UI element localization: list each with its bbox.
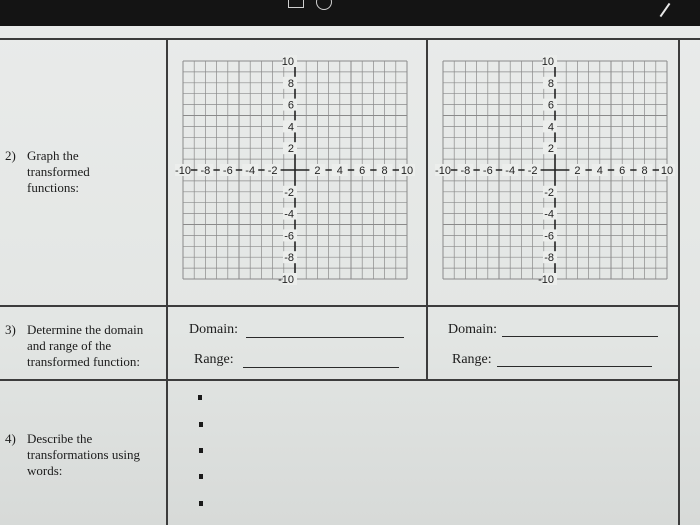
y-tick-label: -4 (284, 208, 294, 221)
domain-label-1: Domain: (189, 322, 238, 337)
y-tick-label: 2 (547, 143, 554, 156)
y-tick-label: -10 (278, 274, 294, 286)
y-tick-label: -2 (544, 186, 554, 199)
x-tick-label: -8 (460, 165, 471, 177)
y-tick-label: 10 (541, 56, 554, 68)
x-tick-label: 10 (660, 165, 674, 177)
x-tick-label: -4 (245, 165, 256, 177)
bullet-point (199, 501, 203, 506)
x-tick-label: -2 (527, 165, 538, 177)
y-tick-label: 4 (287, 121, 294, 134)
table-col-divider-2 (426, 38, 428, 379)
x-tick-label: 6 (619, 165, 626, 177)
bullet-point (199, 474, 203, 479)
range-answer-line-1[interactable] (243, 367, 399, 368)
y-tick-label: -8 (284, 252, 294, 265)
y-tick-label: -8 (544, 252, 554, 265)
bullet-point (199, 422, 203, 427)
x-tick-label: -8 (200, 165, 211, 177)
top-toolbar (0, 0, 700, 26)
x-tick-label: -6 (222, 165, 233, 177)
y-tick-label: 2 (287, 143, 294, 156)
question-2 (5, 148, 155, 196)
y-tick-label: 10 (281, 56, 294, 68)
x-tick-label: -10 (175, 165, 191, 177)
question-number: 3) (5, 322, 16, 337)
pencil-icon[interactable] (660, 3, 671, 17)
x-tick-label: 2 (314, 165, 321, 177)
y-tick-label: 8 (547, 77, 554, 90)
x-tick-label: 10 (400, 165, 414, 177)
x-tick-label: 8 (381, 165, 388, 177)
coordinate-grid-2[interactable] (435, 53, 674, 293)
question-number: 2) (5, 148, 16, 163)
question-number: 4) (5, 431, 16, 446)
question-3 (5, 322, 165, 370)
question-text: Determine the domain and range of the transformed function: (27, 322, 144, 369)
y-tick-label: -4 (544, 208, 554, 221)
y-tick-label: -2 (284, 186, 294, 199)
table-col-divider-1 (166, 38, 168, 525)
question-text: Graph the transformed functions: (27, 148, 90, 195)
range-label-2: Range: (452, 352, 492, 367)
x-tick-label: -6 (482, 165, 493, 177)
markup-icon[interactable] (316, 0, 332, 10)
coordinate-grid-1[interactable] (175, 53, 414, 293)
x-tick-label: 8 (641, 165, 648, 177)
table-border-row3 (0, 379, 678, 381)
x-tick-label: 2 (574, 165, 581, 177)
share-icon[interactable] (288, 0, 304, 8)
y-tick-label: 6 (547, 99, 554, 112)
table-border-row2 (0, 305, 678, 307)
domain-label-2: Domain: (448, 322, 497, 337)
x-tick-label: -10 (435, 165, 451, 177)
question-4 (5, 431, 165, 479)
x-tick-label: -4 (505, 165, 516, 177)
table-border-right (678, 38, 680, 525)
x-tick-label: 6 (359, 165, 366, 177)
question-text: Describe the transformations using words: (27, 431, 141, 478)
range-label-1: Range: (194, 352, 234, 367)
y-tick-label: -6 (284, 230, 294, 243)
x-tick-label: 4 (596, 165, 603, 177)
y-tick-label: -10 (538, 274, 554, 286)
range-answer-line-2[interactable] (497, 366, 652, 367)
domain-answer-line-2[interactable] (502, 336, 658, 337)
y-tick-label: 8 (287, 77, 294, 90)
domain-answer-line-1[interactable] (246, 337, 404, 338)
bullet-point (198, 395, 202, 400)
y-tick-label: 4 (547, 121, 554, 134)
y-tick-label: 6 (287, 99, 294, 112)
y-tick-label: -6 (544, 230, 554, 243)
x-tick-label: 4 (336, 165, 343, 177)
table-border-top (0, 38, 700, 40)
x-tick-label: -2 (267, 165, 278, 177)
bullet-point (199, 448, 203, 453)
worksheet (0, 26, 700, 525)
